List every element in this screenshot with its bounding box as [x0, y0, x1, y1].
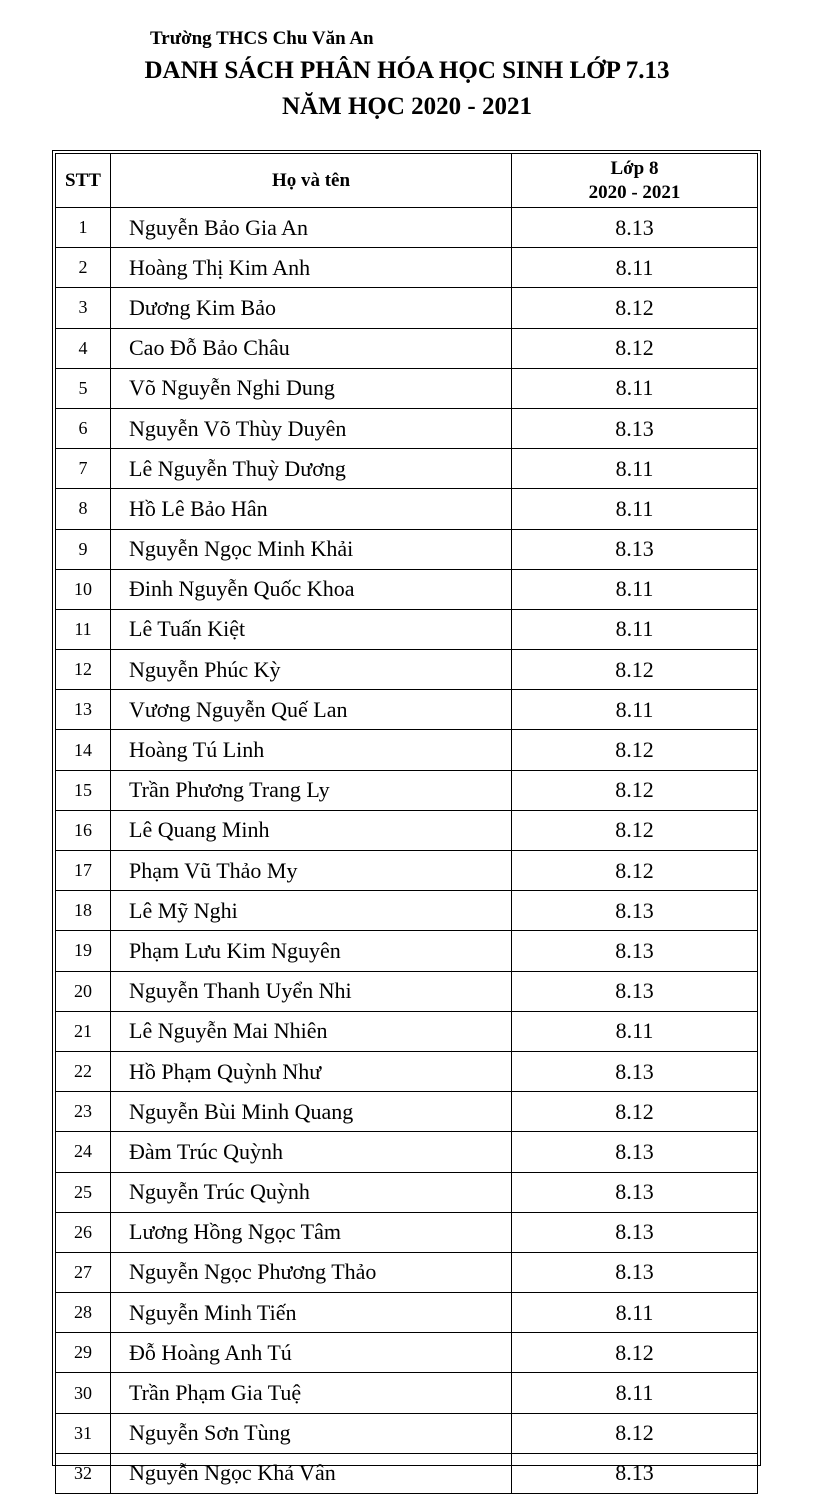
row-name: Nguyễn Ngọc Minh Khải [111, 529, 512, 569]
row-class: 8.13 [512, 1252, 758, 1292]
header-class-label: Lớp 8 [610, 157, 659, 179]
row-class: 8.13 [512, 1051, 758, 1091]
header-class-year: 2020 - 2021 [588, 181, 681, 203]
row-name: Cao Đỗ Bảo Châu [111, 328, 512, 368]
row-name: Nguyễn Minh Tiến [111, 1293, 512, 1333]
row-class: 8.12 [512, 650, 758, 690]
table-row [56, 690, 758, 730]
row-stt: 22 [56, 1051, 111, 1091]
table-row [56, 1413, 758, 1453]
row-stt: 12 [56, 650, 111, 690]
row-name: Lê Tuấn Kiệt [111, 609, 512, 649]
row-class: 8.11 [512, 1293, 758, 1333]
row-name: Nguyễn Bảo Gia An [111, 208, 512, 248]
header-name: Họ và tên [111, 154, 512, 208]
row-name: Lê Quang Minh [111, 810, 512, 850]
row-class: 8.12 [512, 810, 758, 850]
table-row [56, 489, 758, 529]
row-stt: 15 [56, 770, 111, 810]
row-class: 8.11 [512, 449, 758, 489]
row-stt: 6 [56, 408, 111, 448]
row-stt: 7 [56, 449, 111, 489]
row-class: 8.13 [512, 1132, 758, 1172]
row-stt: 27 [56, 1252, 111, 1292]
header-stt: STT [56, 154, 111, 208]
row-stt: 31 [56, 1413, 111, 1453]
row-stt: 28 [56, 1293, 111, 1333]
table-row [56, 1212, 758, 1252]
row-stt: 18 [56, 891, 111, 931]
table-row [56, 1252, 758, 1292]
row-class: 8.11 [512, 1373, 758, 1413]
table-row [56, 208, 758, 248]
row-class: 8.12 [512, 770, 758, 810]
row-name: Đỗ Hoàng Anh Tú [111, 1333, 512, 1373]
row-name: Đinh Nguyễn Quốc Khoa [111, 569, 512, 609]
row-name: Võ Nguyễn Nghi Dung [111, 368, 512, 408]
row-stt: 26 [56, 1212, 111, 1252]
table-row [56, 569, 758, 609]
row-name: Lương Hồng Ngọc Tâm [111, 1212, 512, 1252]
row-stt: 23 [56, 1092, 111, 1132]
table-row [56, 408, 758, 448]
row-class: 8.12 [512, 851, 758, 891]
table-row [56, 1333, 758, 1373]
row-name: Vương Nguyễn Quế Lan [111, 690, 512, 730]
row-name: Hồ Lê Bảo Hân [111, 489, 512, 529]
school-name: Trường THCS Chu Văn An [150, 28, 374, 49]
row-stt: 14 [56, 730, 111, 770]
student-table-frame [52, 150, 761, 1486]
row-class: 8.12 [512, 1333, 758, 1373]
row-class: 8.13 [512, 408, 758, 448]
student-table [55, 153, 758, 1494]
row-stt: 1 [56, 208, 111, 248]
row-name: Nguyễn Ngọc Phương Thảo [111, 1252, 512, 1292]
table-row [56, 1092, 758, 1132]
school-year-title: NĂM HỌC 2020 - 2021 [282, 93, 532, 120]
row-name: Nguyễn Thanh Uyển Nhi [111, 971, 512, 1011]
row-name: Nguyễn Phúc Kỳ [111, 650, 512, 690]
row-class: 8.12 [512, 730, 758, 770]
row-stt: 13 [56, 690, 111, 730]
row-name: Hồ Phạm Quỳnh Như [111, 1051, 512, 1091]
row-name: Nguyễn Bùi Minh Quang [111, 1092, 512, 1132]
table-row [56, 770, 758, 810]
row-name: Nguyễn Sơn Tùng [111, 1413, 512, 1453]
table-row [56, 609, 758, 649]
row-name: Trần Phương Trang Ly [111, 770, 512, 810]
row-name: Phạm Lưu Kim Nguyên [111, 931, 512, 971]
table-header-row [56, 154, 758, 208]
row-class: 8.11 [512, 569, 758, 609]
row-stt: 11 [56, 609, 111, 649]
table-row [56, 248, 758, 288]
table-row [56, 1051, 758, 1091]
row-class: 8.11 [512, 609, 758, 649]
row-name: Hoàng Thị Kim Anh [111, 248, 512, 288]
row-stt: 24 [56, 1132, 111, 1172]
table-row [56, 1293, 758, 1333]
row-name: Trần Phạm Gia Tuệ [111, 1373, 512, 1413]
row-stt: 9 [56, 529, 111, 569]
table-row [56, 730, 758, 770]
row-stt: 17 [56, 851, 111, 891]
table-row [56, 931, 758, 971]
table-row [56, 650, 758, 690]
table-row [56, 1172, 758, 1212]
table-row [56, 810, 758, 850]
row-stt: 16 [56, 810, 111, 850]
table-row [56, 891, 758, 931]
row-name: Phạm Vũ Thảo My [111, 851, 512, 891]
row-name: Lê Nguyễn Mai Nhiên [111, 1011, 512, 1051]
table-row [56, 1373, 758, 1413]
table-row [56, 1132, 758, 1172]
row-name: Nguyễn Ngọc Khả Vân [111, 1453, 512, 1493]
header-class [512, 154, 758, 208]
row-class: 8.13 [512, 208, 758, 248]
row-class: 8.11 [512, 368, 758, 408]
row-class: 8.13 [512, 891, 758, 931]
row-class: 8.12 [512, 1413, 758, 1453]
row-name: Lê Nguyễn Thuỳ Dương [111, 449, 512, 489]
row-stt: 20 [56, 971, 111, 1011]
row-name: Hoàng Tú Linh [111, 730, 512, 770]
row-class: 8.12 [512, 1092, 758, 1132]
row-class: 8.13 [512, 971, 758, 1011]
table-row [56, 368, 758, 408]
row-name: Lê Mỹ Nghi [111, 891, 512, 931]
row-stt: 3 [56, 288, 111, 328]
row-stt: 4 [56, 328, 111, 368]
row-stt: 5 [56, 368, 111, 408]
table-row [56, 328, 758, 368]
row-class: 8.13 [512, 1172, 758, 1212]
table-body [56, 208, 758, 1494]
table-row [56, 529, 758, 569]
row-class: 8.11 [512, 690, 758, 730]
table-row [56, 449, 758, 489]
table-row [56, 1011, 758, 1051]
document-title: DANH SÁCH PHÂN HÓA HỌC SINH LỚP 7.13 [144, 57, 670, 84]
row-class: 8.11 [512, 489, 758, 529]
row-stt: 29 [56, 1333, 111, 1373]
row-class: 8.13 [512, 529, 758, 569]
row-stt: 25 [56, 1172, 111, 1212]
row-stt: 10 [56, 569, 111, 609]
table-row [56, 851, 758, 891]
table-row [56, 971, 758, 1011]
row-class: 8.13 [512, 931, 758, 971]
row-stt: 32 [56, 1453, 111, 1493]
row-name: Nguyễn Võ Thùy Duyên [111, 408, 512, 448]
table-row [56, 288, 758, 328]
row-stt: 2 [56, 248, 111, 288]
row-class: 8.13 [512, 1212, 758, 1252]
row-name: Nguyễn Trúc Quỳnh [111, 1172, 512, 1212]
row-class: 8.12 [512, 328, 758, 368]
row-stt: 21 [56, 1011, 111, 1051]
row-class: 8.11 [512, 248, 758, 288]
row-class: 8.12 [512, 288, 758, 328]
row-stt: 19 [56, 931, 111, 971]
row-stt: 8 [56, 489, 111, 529]
table-row [56, 1453, 758, 1493]
row-stt: 30 [56, 1373, 111, 1413]
row-class: 8.13 [512, 1453, 758, 1493]
row-name: Dương Kim Bảo [111, 288, 512, 328]
row-name: Đàm Trúc Quỳnh [111, 1132, 512, 1172]
row-class: 8.11 [512, 1011, 758, 1051]
